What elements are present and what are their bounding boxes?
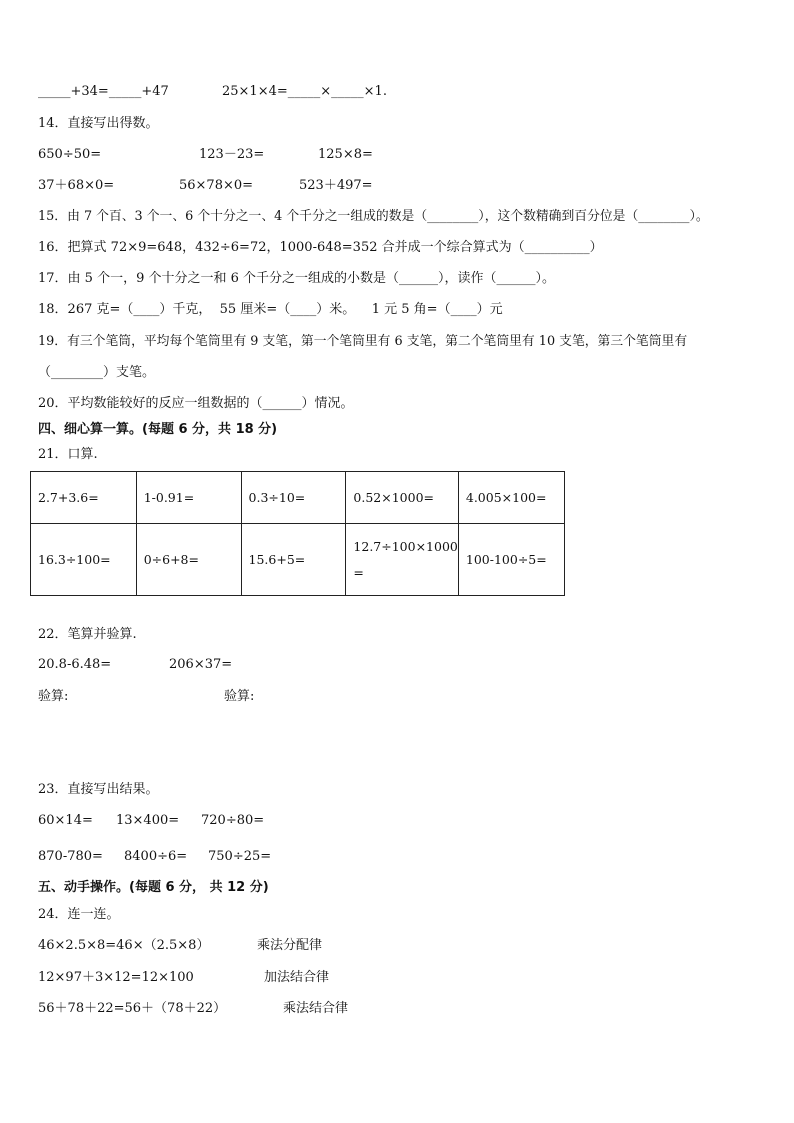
table-cell [346,524,458,596]
q14-title: 14．直接写出得数。 [38,116,159,131]
q23-item: 60×14= [38,813,93,828]
q19-text-line2: （________）支笔。 [38,365,156,380]
q13-blank-equation-right: 25×1×4=_____×_____×1. [222,84,387,99]
q15-text: 15．由 7 个百、3 个一、6 个十分之一、4 个千分之一组成的数是（________），这个数精确到百分位是（________）。 [38,209,709,224]
table-cell: 100-100÷5= [458,524,564,596]
q17-text: 17．由 5 个一，9 个十分之一和 6 个千分之一组成的小数是（______），读作（______）。 [38,271,556,286]
table-row [31,524,565,596]
q14-item: 37＋68×0= [38,178,115,193]
q18-text: 18．267 克=（____）千克， 55 厘米=（____）米。 1 元 5 角=（____）元 [38,302,503,317]
q24-law-label: 乘法分配律 [257,938,323,953]
table-row [31,472,565,524]
q24-expression: 56＋78＋22=56＋（78＋22） [38,1001,227,1016]
q19-text-line1: 19．有三个笔筒，平均每个笔筒里有 9 支笔，第一个笔筒里有 6 支笔，第二个笔筒里有 10 支笔，第三个笔筒里有 [38,334,688,349]
q20-text: 20．平均数能较好的反应一组数据的（______）情况。 [38,396,354,411]
q24-expression: 12×97＋3×12=12×100 [38,970,194,985]
q14-item: 123－23= [199,147,265,162]
q22-title: 22．笔算并验算. [38,627,137,642]
q21-title: 21．口算. [38,447,98,462]
table-cell: 1-0.91= [136,472,241,524]
q22-verify-label: 验算: [38,689,69,704]
q24-title: 24．连一连。 [38,907,120,922]
q16-text: 16．把算式 72×9=648，432÷6=72，1000-648=352 合并成一个综合算式为（__________） [38,240,603,255]
q13-blank-equation-left: _____+34=_____+47 [38,84,169,99]
table-cell: 0.3÷10= [241,472,346,524]
table-cell: 4.005×100= [458,472,564,524]
q22-verify-label: 验算: [224,689,255,704]
q14-item: 56×78×0= [179,178,254,193]
q22-item: 20.8-6.48= [38,657,112,672]
q24-law-label: 加法结合律 [264,970,330,985]
table-cell: 0÷6+8= [136,524,241,596]
section-4-heading: 四、细心算一算。(每题 6 分，共 18 分) [38,422,278,437]
q23-item: 870-780= [38,849,103,864]
q24-law-label: 乘法结合律 [283,1001,349,1016]
q23-item: 8400÷6= [124,849,188,864]
q22-item: 206×37= [169,657,233,672]
table-cell: 15.6+5= [241,524,346,596]
q23-item: 750÷25= [208,849,272,864]
section-5-heading: 五、动手操作。(每题 6 分， 共 12 分) [38,880,269,895]
table-cell: 2.7+3.6= [31,472,137,524]
q14-item: 125×8= [318,147,373,162]
table-cell-line: 12.7÷100×1000 [353,538,458,554]
q23-title: 23．直接写出结果。 [38,782,159,797]
q23-item: 13×400= [116,813,180,828]
table-cell-line: = [353,564,364,580]
table-cell: 16.3÷100= [31,524,137,596]
table-cell: 0.52×1000= [346,472,458,524]
q21-oral-calc-table [30,471,565,596]
q14-item: 650÷50= [38,147,102,162]
q23-item: 720÷80= [201,813,265,828]
q14-item: 523＋497= [299,178,373,193]
q24-expression: 46×2.5×8=46×（2.5×8） [38,938,210,953]
